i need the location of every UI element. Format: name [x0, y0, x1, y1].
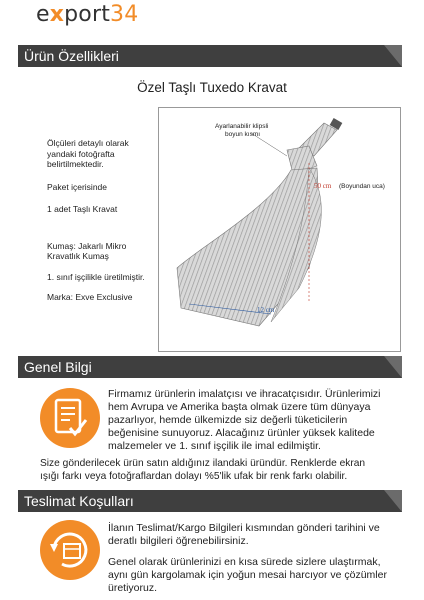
delivery-info-paragraph	[108, 522, 408, 595]
logo-e: e	[36, 2, 50, 27]
section-title-general: Genel Bilgi	[24, 359, 92, 375]
product-details	[47, 138, 145, 303]
product-line: Ölçüleri detaylı olarak	[47, 138, 129, 148]
length-note: (Boyundan uca)	[339, 183, 385, 190]
product-line: Kravatlık Kumaş	[47, 251, 109, 261]
general-line: malzemeler ve 1. sınıf işçilik ile imal edilmiştir.	[108, 440, 321, 452]
delivery-line: deratlı bilgileri öğrenebilirsiniz.	[108, 535, 249, 547]
clip-label-2: boyun kısmı	[225, 131, 261, 138]
notice-line: Size gönderilecek ürün satın aldığınız ilandaki üründür. Renklerde ekran	[40, 458, 366, 469]
product-line: belirtilmektedir.	[47, 159, 104, 169]
clip-label: Ayarlanabilir klipsli	[215, 123, 269, 130]
product-line: Kumaş: Jakarlı Mikro	[47, 240, 127, 251]
general-info-paragraph	[108, 388, 408, 453]
section-header-general	[18, 356, 402, 378]
product-line: Marka: Exve Exclusive	[47, 292, 133, 302]
general-line: Firmamız ürünlerin imalatçısı ve ihracatçısıdır. Ürünlerimizi	[108, 388, 381, 400]
product-title: Özel Taşlı Tuxedo Kravat	[137, 80, 287, 95]
product-line: yandaki fotoğrafta	[47, 148, 115, 159]
product-line: Paket içerisinde	[47, 181, 108, 192]
width-label: 12 cm	[257, 306, 275, 314]
product-line: 1. sınıf işçilikle üretilmiştir.	[47, 271, 145, 282]
delivery-line: Genel olarak ürünlerinizi en kısa sürede sizlere ulaştırmak,	[108, 556, 381, 568]
section-header-tab	[384, 45, 402, 67]
tie-diagram-image	[158, 107, 401, 352]
notice-line: ışığı farkı veya fotoğraflardan dolayı %5'lik ufak bir renk farkı olabilir.	[40, 471, 348, 482]
logo-x: x	[49, 2, 65, 27]
section-header-features	[18, 45, 402, 67]
general-line: hem Avrupa ve Amerika başta olmak üzere tüm dünyaya	[108, 401, 371, 413]
delivery-line: İlanın Teslimat/Kargo Bilgileri kısmından gönderi tarihini ve	[108, 522, 380, 534]
document-check-icon	[40, 388, 100, 448]
section-title-features: Ürün Özellikleri	[24, 48, 119, 64]
length-label: 50 cm	[314, 182, 332, 190]
tie-illustration	[159, 108, 401, 352]
logo-number: 34	[110, 2, 139, 27]
delivery-line: aynı gün kargolamak için yoğun mesai harcıyor ve çözümler	[108, 569, 387, 581]
section-header-tab	[384, 490, 402, 512]
delivery-line: üretiyoruz.	[108, 582, 158, 594]
general-line: beğenisine sunuyoruz. Alacağınız ürünler yüksek kalitede	[108, 427, 375, 439]
logo-port: port	[64, 2, 111, 27]
section-title-delivery: Teslimat Koşulları	[24, 493, 134, 509]
general-line: pazarlıyor, hemde ülkemizde siz değerli tüketicilerin	[108, 414, 348, 426]
brand-logo[interactable]	[36, 2, 138, 27]
section-header-tab	[384, 356, 402, 378]
color-notice-paragraph	[40, 457, 410, 483]
product-line: 1 adet Taşlı Kravat	[47, 204, 118, 214]
section-header-delivery	[18, 490, 402, 512]
box-return-icon	[40, 520, 100, 580]
